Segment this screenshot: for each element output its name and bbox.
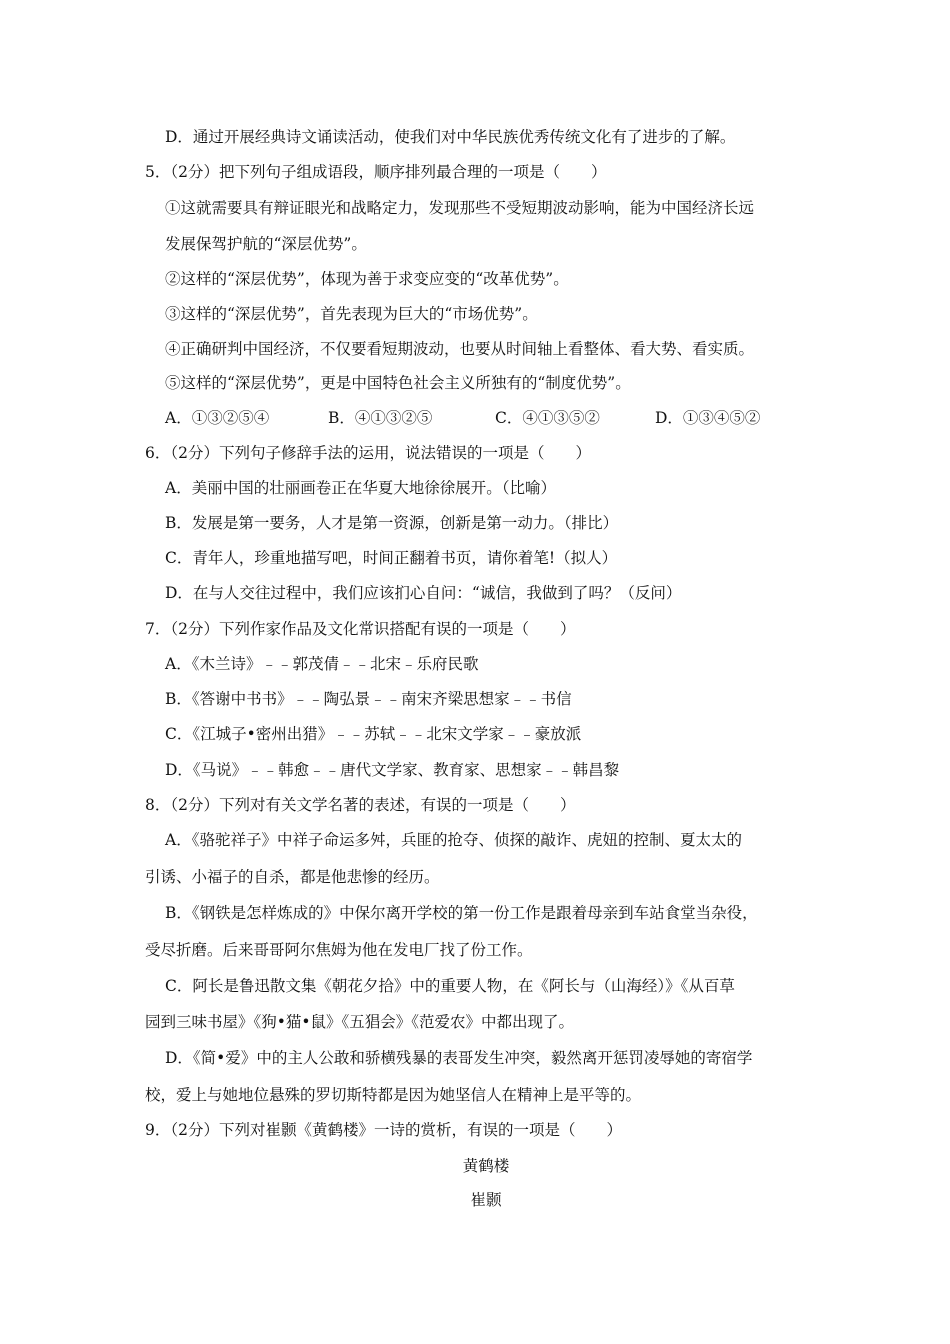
q6-option-a: A．美丽中国的壮丽画卷正在华夏大地徐徐展开。（比喻） bbox=[165, 479, 556, 497]
q5-option-a: A．①③②⑤④ bbox=[165, 409, 270, 427]
q5-sentence-5: ⑤这样的“深层优势”，更是中国特色社会主义所独有的“制度优势”。 bbox=[165, 374, 631, 392]
q7-option-d: D．《马说》﹣﹣韩愈﹣﹣唐代文学家、教育家、思想家﹣﹣韩昌黎 bbox=[165, 761, 620, 779]
q5-stem: 5．（2分）把下列句子组成语段，顺序排列最合理的一项是（ ） bbox=[145, 163, 607, 181]
poem-title: 黄鹤楼 bbox=[462, 1157, 510, 1175]
q7-option-b: B．《答谢中书书》﹣﹣陶弘景﹣﹣南宋齐梁思想家﹣﹣书信 bbox=[165, 690, 572, 708]
q9-stem: 9．（2分）下列对崔颢《黄鹤楼》一诗的赏析，有误的一项是（ ） bbox=[145, 1121, 622, 1139]
q8-option-b: B．《钢铁是怎样炼成的》中保尔离开学校的第一份工作是跟着母亲到车站食堂当杂役， bbox=[165, 904, 758, 922]
q5-sentence-1: ①这就需要具有辩证眼光和战略定力，发现那些不受短期波动影响，能为中国经济长远 bbox=[165, 199, 755, 217]
poem-author: 崔颢 bbox=[470, 1191, 502, 1209]
q4-option-d: D．通过开展经典诗文诵读活动，使我们对中华民族优秀传统文化有了进步的了解。 bbox=[165, 128, 736, 146]
q6-option-b: B．发展是第一要务，人才是第一资源，创新是第一动力。（排比） bbox=[165, 514, 619, 532]
q8-option-a-cont: 引诱、小福子的自杀，都是他悲惨的经历。 bbox=[145, 868, 440, 886]
q7-option-c: C．《江城子•密州出猎》﹣﹣苏轼﹣﹣北宋文学家﹣﹣豪放派 bbox=[165, 725, 582, 743]
q8-stem: 8．（2分）下列对有关文学名著的表述，有误的一项是（ ） bbox=[145, 796, 576, 814]
q5-option-b: B．④①③②⑤ bbox=[328, 409, 433, 427]
q5-sentence-4: ④正确研判中国经济，不仅要看短期波动，也要从时间轴上看整体、看大势、看实质。 bbox=[165, 340, 755, 358]
q8-option-c: C．阿长是鲁迅散文集《朝花夕拾》中的重要人物，在《阿长与（山海经）》《从百草 bbox=[165, 977, 735, 995]
q8-option-d: D．《简•爱》中的主人公敢和骄横残暴的表哥发生冲突，毅然离开惩罚凌辱她的寄宿学 bbox=[165, 1049, 753, 1067]
q6-option-d: D．在与人交往过程中，我们应该扪心自问：“诚信，我做到了吗？（反问） bbox=[165, 584, 682, 602]
q5-option-d: D．①③④⑤② bbox=[655, 409, 761, 427]
q8-option-b-cont: 受尽折磨。后来哥哥阿尔焦姆为他在发电厂找了份工作。 bbox=[145, 941, 533, 959]
q6-stem: 6．（2分）下列句子修辞手法的运用，说法错误的一项是（ ） bbox=[145, 444, 591, 462]
q5-sentence-3: ③这样的“深层优势”，首先表现为巨大的“市场优势”。 bbox=[165, 305, 538, 323]
q7-stem: 7．（2分）下列作家作品及文化常识搭配有误的一项是（ ） bbox=[145, 620, 576, 638]
q8-option-d-cont: 校，爱上与她地位悬殊的罗切斯特都是因为她坚信人在精神上是平等的。 bbox=[145, 1086, 642, 1104]
q6-option-c: C．青年人，珍重地描写吧，时间正翻着书页，请你着笔!（拟人） bbox=[165, 549, 618, 567]
q7-option-a: A．《木兰诗》﹣﹣郭茂倩﹣﹣北宋﹣乐府民歌 bbox=[165, 655, 479, 673]
q5-option-c: C．④①③⑤② bbox=[495, 409, 600, 427]
q5-sentence-1-cont: 发展保驾护航的“深层优势”。 bbox=[165, 235, 367, 253]
q8-option-a: A．《骆驼祥子》中祥子命运多舛，兵匪的抢夺、侦探的敲诈、虎妞的控制、夏太太的 bbox=[165, 831, 742, 849]
q5-sentence-2: ②这样的“深层优势”，体现为善于求变应变的“改革优势”。 bbox=[165, 270, 569, 288]
q8-option-c-cont: 园到三味书屋》《狗•猫•鼠》《五猖会》《范爱农》中都出现了。 bbox=[145, 1013, 575, 1031]
